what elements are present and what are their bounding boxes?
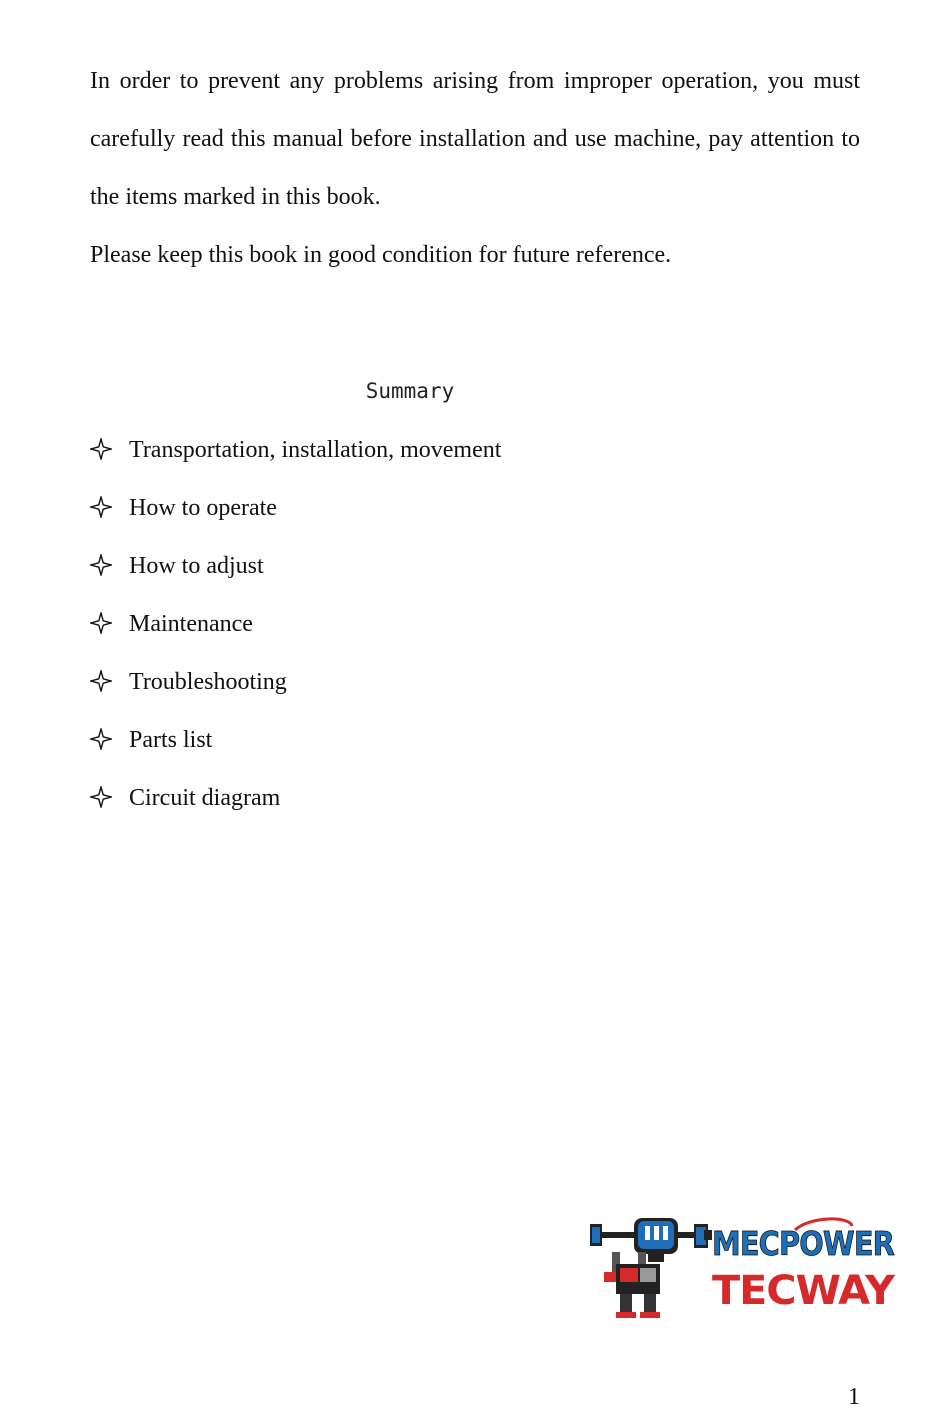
logo-text-top: MECPOWER — [712, 1224, 895, 1263]
four-point-star-outline-icon — [90, 554, 112, 576]
summary-item — [90, 537, 501, 595]
four-point-star-outline-icon — [90, 728, 112, 750]
summary-item-label: Maintenance — [129, 610, 253, 637]
four-point-star-outline-icon — [90, 438, 112, 460]
summary-item — [90, 595, 501, 653]
intro-paragraph-1: In order to prevent any problems arising from improper operation, you must carefully read this manual before installation and use machine, pay attention to the items marked in this book. — [90, 68, 860, 210]
summary-list — [90, 421, 501, 827]
summary-item-label: How to operate — [129, 494, 277, 521]
summary-item-label: Troubleshooting — [129, 668, 287, 695]
summary-item — [90, 711, 501, 769]
summary-heading: Summary — [365, 379, 455, 403]
four-point-star-outline-icon — [90, 670, 112, 692]
summary-item — [90, 653, 501, 711]
summary-item-label: How to adjust — [129, 552, 264, 579]
summary-item — [90, 479, 501, 537]
page-number: 1 — [848, 1384, 860, 1410]
intro-text — [90, 52, 860, 284]
four-point-star-outline-icon — [90, 496, 112, 518]
four-point-star-outline-icon — [90, 612, 112, 634]
summary-item-label: Transportation, installation, movement — [129, 436, 502, 463]
summary-item — [90, 769, 501, 827]
robot-mascot-icon — [590, 1218, 712, 1318]
summary-item — [90, 421, 501, 479]
company-logo — [590, 1212, 900, 1322]
logo-text-bottom: TECWAY — [712, 1268, 897, 1314]
summary-item-label: Parts list — [129, 726, 213, 753]
summary-item-label: Circuit diagram — [129, 784, 281, 811]
intro-paragraph-2: Please keep this book in good condition for future reference. — [90, 242, 672, 268]
four-point-star-outline-icon — [90, 786, 112, 808]
